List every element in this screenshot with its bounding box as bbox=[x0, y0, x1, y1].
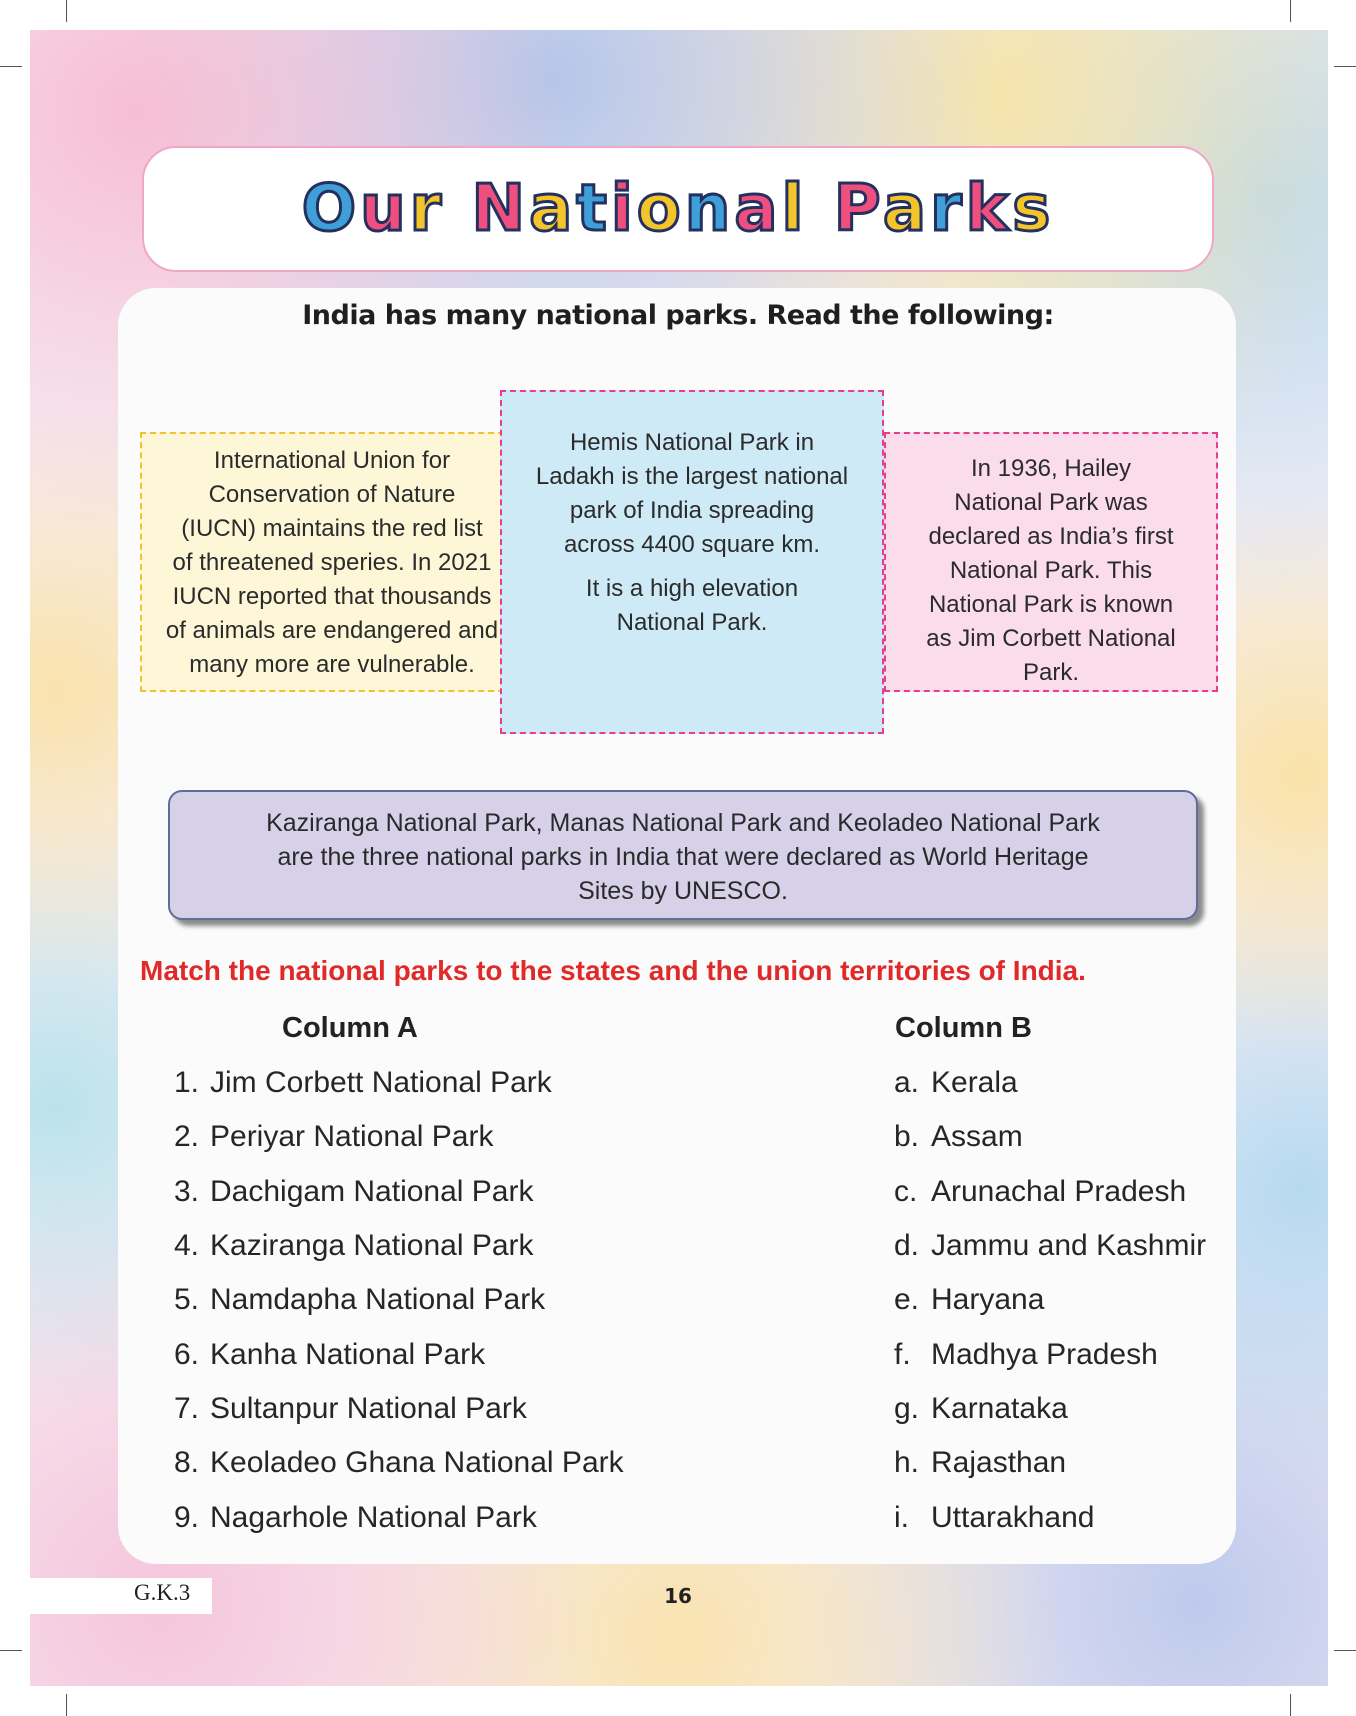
crop-mark bbox=[0, 66, 22, 67]
column-a-item-text: Keoladeo Ghana National Park bbox=[210, 1446, 624, 1480]
column-b-item bbox=[894, 1273, 1206, 1327]
iucn-fact-text: International Union for Conservation of Nature (IUCN) maintains the red list of threatened speries. In 2021 IUCN reported that thousands of animals are endangered and many more are vulnerable. bbox=[165, 447, 499, 678]
hemis-fact-text: Hemis National Park in Ladakh is the largest national park of India spreading across 4400 square km. bbox=[535, 429, 849, 558]
hemis-elevation-text: It is a high elevation National Park. bbox=[585, 575, 799, 636]
column-a-list bbox=[174, 1056, 624, 1545]
match-instruction: Match the national parks to the states and the union territories of India. bbox=[140, 955, 1086, 986]
column-b-list bbox=[894, 1056, 1206, 1545]
column-b-item bbox=[894, 1327, 1206, 1381]
column-a-item-text: Periyar National Park bbox=[210, 1120, 494, 1154]
column-a-item-marker: 6. bbox=[174, 1337, 200, 1371]
column-a-item bbox=[174, 1056, 624, 1110]
column-b-item-text: Madhya Pradesh bbox=[931, 1337, 1158, 1371]
column-b-item-marker: a. bbox=[894, 1066, 920, 1100]
column-b-item-text: Karnataka bbox=[931, 1391, 1068, 1425]
column-b-item bbox=[894, 1110, 1206, 1164]
column-b-item bbox=[894, 1382, 1206, 1436]
column-b-item-marker: h. bbox=[894, 1446, 920, 1480]
column-b-heading: Column B bbox=[895, 1012, 1032, 1044]
column-b-item bbox=[894, 1436, 1206, 1490]
column-b-item-text: Arunachal Pradesh bbox=[931, 1174, 1187, 1208]
hailey-fact-text: In 1936, Hailey National Park was declared as India’s first National Park. This National Park is known as Jim Corbett National Park. bbox=[926, 455, 1176, 686]
column-a-item bbox=[174, 1219, 624, 1273]
column-b-item-text: Rajasthan bbox=[931, 1446, 1067, 1480]
intro-heading: India has many national parks. Read the following: bbox=[302, 300, 1054, 331]
crop-mark bbox=[66, 1694, 67, 1716]
column-b-item-marker: i. bbox=[894, 1500, 909, 1534]
unesco-note-text: Kaziranga National Park, Manas National Park and Keoladeo National Park are the three national parks in India that were declared as World Heritage Sites by UNESCO. bbox=[266, 809, 1100, 905]
column-b-item-marker: g. bbox=[894, 1391, 920, 1425]
column-a-item-marker: 1. bbox=[174, 1066, 200, 1100]
column-b-item bbox=[894, 1165, 1206, 1219]
column-b-item-marker: d. bbox=[894, 1229, 920, 1263]
column-b-item-text: Uttarakhand bbox=[931, 1500, 1095, 1534]
column-a-item-marker: 4. bbox=[174, 1229, 200, 1263]
column-b-item bbox=[894, 1056, 1206, 1110]
column-b-item-marker: f. bbox=[894, 1337, 911, 1371]
column-b-item-marker: c. bbox=[894, 1174, 918, 1208]
column-a-item bbox=[174, 1436, 624, 1490]
column-a-item bbox=[174, 1490, 624, 1544]
unesco-note-box bbox=[168, 790, 1198, 920]
crop-mark bbox=[1290, 0, 1291, 22]
hailey-fact-box bbox=[884, 432, 1218, 692]
page-title: Our National Parks bbox=[301, 172, 1055, 246]
column-a-item bbox=[174, 1165, 624, 1219]
hemis-fact-box bbox=[500, 390, 884, 734]
column-b-item-text: Haryana bbox=[931, 1283, 1045, 1317]
crop-mark bbox=[66, 0, 67, 22]
column-a-item-marker: 2. bbox=[174, 1120, 200, 1154]
book-label: G.K.3 bbox=[30, 1578, 212, 1614]
column-a-item-marker: 3. bbox=[174, 1174, 200, 1208]
column-a-item bbox=[174, 1382, 624, 1436]
column-b-item-text: Jammu and Kashmir bbox=[931, 1229, 1207, 1263]
column-a-item bbox=[174, 1110, 624, 1164]
crop-mark bbox=[1334, 1650, 1356, 1651]
column-a-item-text: Kanha National Park bbox=[210, 1337, 486, 1371]
column-a-item-text: Jim Corbett National Park bbox=[210, 1066, 552, 1100]
column-a-item bbox=[174, 1273, 624, 1327]
column-b-item-marker: e. bbox=[894, 1283, 920, 1317]
crop-mark bbox=[0, 1650, 22, 1651]
column-b-item-text: Assam bbox=[931, 1120, 1023, 1154]
column-a-item bbox=[174, 1327, 624, 1381]
crop-mark bbox=[1334, 66, 1356, 67]
column-b-item-marker: b. bbox=[894, 1120, 920, 1154]
column-a-item-text: Namdapha National Park bbox=[210, 1283, 546, 1317]
column-a-item-text: Nagarhole National Park bbox=[210, 1500, 537, 1534]
column-b-item bbox=[894, 1490, 1206, 1544]
column-b-item-text: Kerala bbox=[931, 1066, 1018, 1100]
iucn-fact-box bbox=[140, 432, 524, 692]
page-number: 16 bbox=[664, 1584, 692, 1608]
title-banner bbox=[142, 146, 1214, 272]
column-a-item-marker: 5. bbox=[174, 1283, 200, 1317]
crop-mark bbox=[1290, 1694, 1291, 1716]
column-a-item-marker: 8. bbox=[174, 1446, 200, 1480]
column-a-item-text: Sultanpur National Park bbox=[210, 1391, 527, 1425]
column-a-item-text: Kaziranga National Park bbox=[210, 1229, 534, 1263]
column-b-item bbox=[894, 1219, 1206, 1273]
column-a-item-text: Dachigam National Park bbox=[210, 1174, 534, 1208]
column-a-heading: Column A bbox=[282, 1012, 418, 1044]
column-a-item-marker: 9. bbox=[174, 1500, 200, 1534]
column-a-item-marker: 7. bbox=[174, 1391, 200, 1425]
